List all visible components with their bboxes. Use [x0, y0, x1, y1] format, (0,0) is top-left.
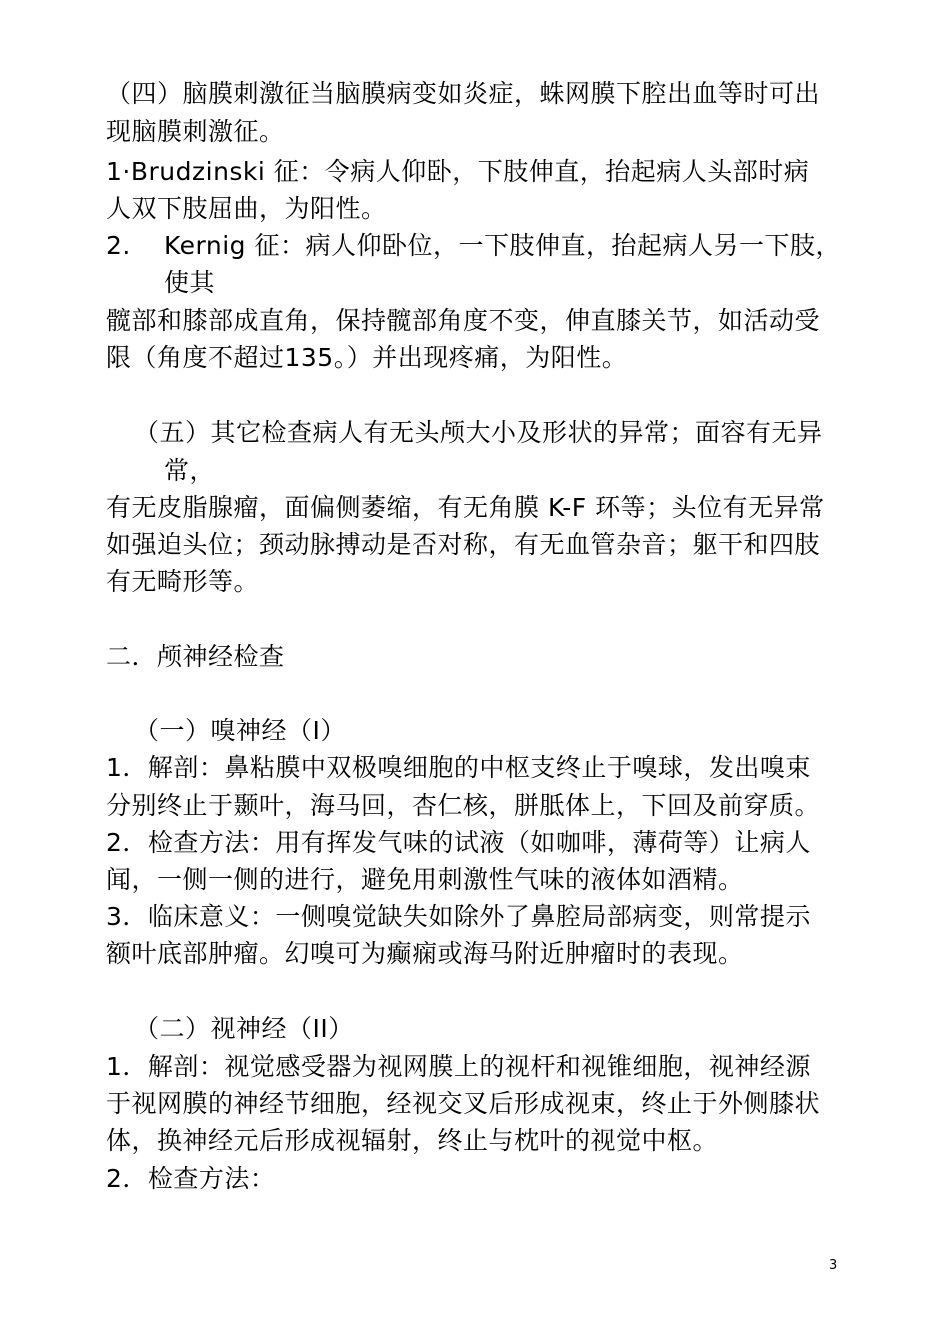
text-line: Kernig 征：病人仰卧位，一下肢伸直，抬起病人另一下肢， — [164, 231, 841, 260]
text-line: 髋部和膝部成直角，保持髋部角度不变，伸直膝关节，如活动受 — [106, 306, 821, 335]
chapter-heading: 二．颅神经检查 — [106, 642, 285, 671]
text-line: 2．检查方法： — [106, 1164, 276, 1193]
text-line: 3．临床意义：一侧嗅觉缺失如除外了鼻腔局部病变，则常提示 — [106, 902, 811, 931]
text-line: 限（角度不超过135。）并出现疼痛，为阳性。 — [106, 343, 628, 372]
text-line: 额叶底部肿瘤。幻嗅可为癫痫或海马附近肿瘤时的表现。 — [106, 939, 744, 968]
text-line: 人双下肢屈曲，为阳性。 — [106, 194, 387, 223]
text-line: 1．解剖：鼻粘膜中双极嗅细胞的中枢支终止于嗅球，发出嗅束 — [106, 753, 811, 782]
text-line: 1·Brudzinski 征：令病人仰卧，下肢伸直，抬起病人头部时病 — [106, 157, 810, 186]
text-line: 1．解剖：视觉感受器为视网膜上的视杆和视锥细胞，视神经源 — [106, 1052, 811, 1081]
text-line: （四）脑膜刺激征当脑膜病变如炎症，蛛网膜下腔出血等时可出 — [106, 79, 821, 108]
text-line: 于视网膜的神经节细胞，经视交叉后形成视束，终止于外侧膝状 — [106, 1089, 821, 1118]
page-number: 3 — [829, 1258, 838, 1273]
section-heading: （一）嗅神经（I） — [134, 716, 346, 745]
text-line: 使其 — [164, 268, 216, 297]
text-line: 如强迫头位；颈动脉搏动是否对称，有无血管杂音；躯干和四肢 — [106, 530, 821, 559]
text-line: 有无畸形等。 — [106, 567, 260, 596]
text-line: 闻，一侧一侧的进行，避免用刺激性气味的液体如酒精。 — [106, 865, 744, 894]
text-line: 现脑膜刺激征。 — [106, 117, 285, 146]
list-number: 2. — [106, 231, 131, 260]
text-line: 2．检查方法：用有挥发气味的试液（如咖啡，薄荷等）让病人 — [106, 828, 811, 857]
section-heading: （二）视神经（II） — [134, 1014, 354, 1043]
section-heading: （五）其它检查病人有无头颅大小及形状的异常；面容有无异 — [134, 418, 823, 447]
text-line: 分别终止于颞叶，海马回，杏仁核，胼胝体上，下回及前穿质。 — [106, 791, 821, 820]
text-line: 常， — [164, 456, 216, 485]
text-line: 有无皮脂腺瘤，面偏侧萎缩，有无角膜 K-F 环等；头位有无异常 — [106, 493, 825, 522]
text-line: 体，换神经元后形成视辐射，终止与枕叶的视觉中枢。 — [106, 1126, 719, 1155]
